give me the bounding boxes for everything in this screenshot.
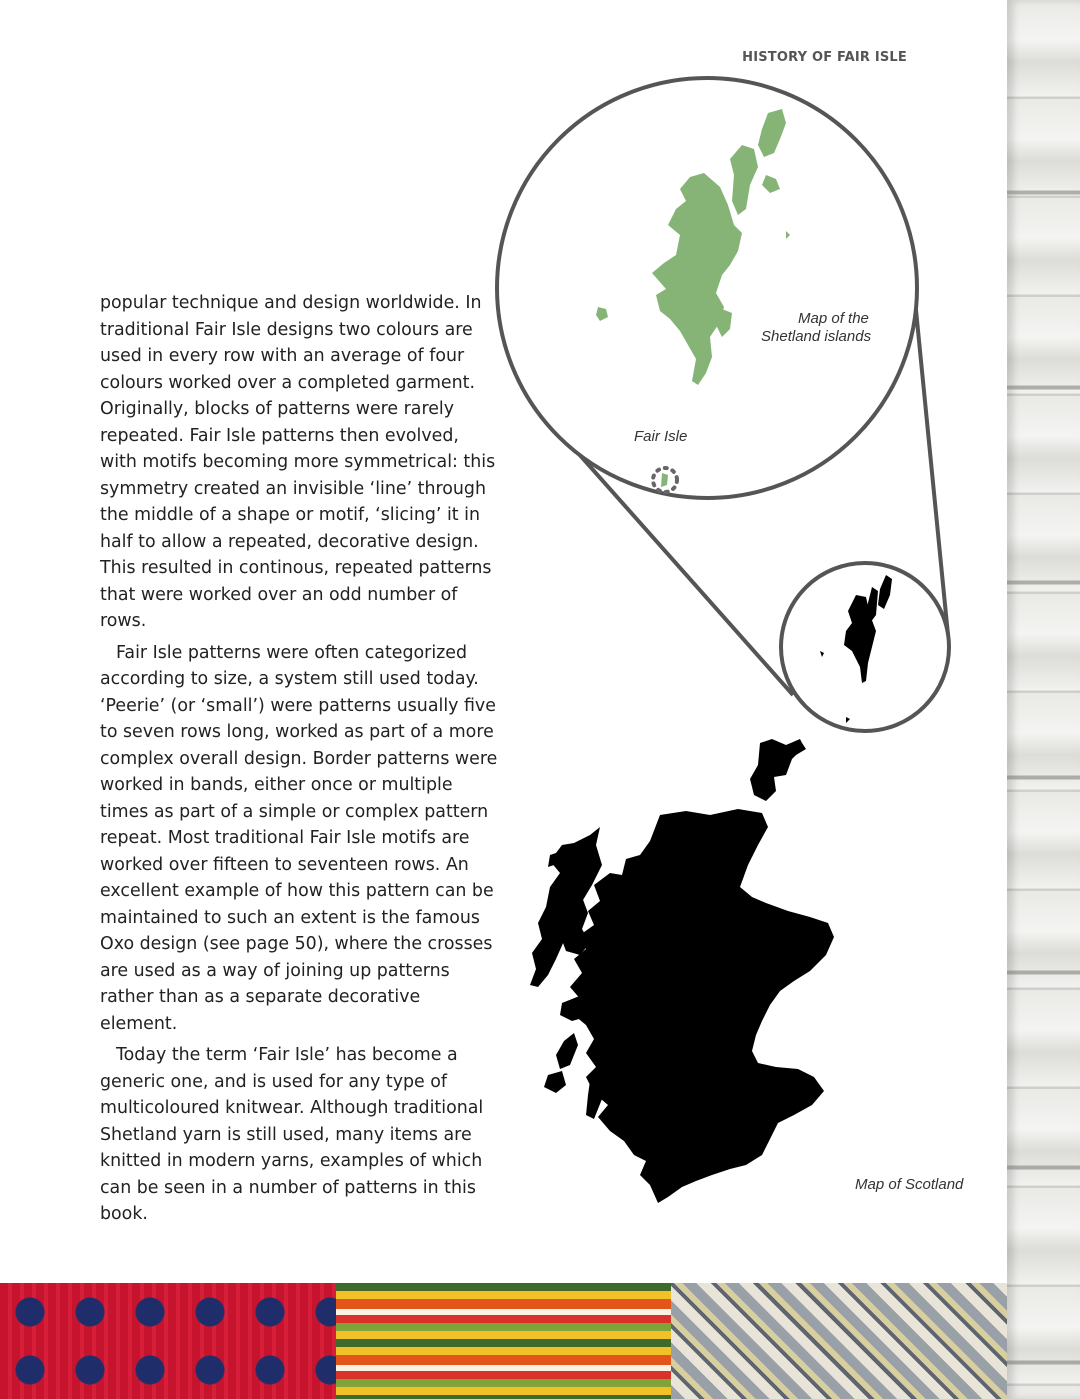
scotland-map-shape	[530, 739, 834, 1203]
multicolour-knit-swatch	[336, 1283, 672, 1399]
paragraph: popular technique and design worldwide. In traditional Fair Isle designs two colours are used in every row with an average of four colours worked over a completed garment. Originally, blocks of patterns were rarely repeated. Fair Isle patterns then evolved, with motifs becoming more symmetrical: this symmetry created an invisible ‘line’ through the middle of a shape or motif, ‘slicing’ it in half to allow a repeated, decorative design. This resulted in continous, repeated patterns that were worked over an odd number of rows.	[100, 293, 496, 631]
body-text	[100, 290, 500, 1233]
paragraph: Today the term ‘Fair Isle’ has become a generic one, and is used for any type of multicoloured knitwear. Although traditional Shetland yarn is still used, many items are knitted in modern yarns, examples of which can be seen in a number of patterns in this book.	[100, 1045, 484, 1224]
shetland-caption-line2: Shetland islands	[761, 328, 872, 345]
knitwear-photo-strip	[0, 1283, 1007, 1399]
fair-isle-caption: Fair Isle	[634, 428, 688, 445]
wood-background	[1007, 0, 1080, 1399]
scotland-caption: Map of Scotland	[855, 1176, 964, 1193]
paragraph: Fair Isle patterns were often categorized according to size, a system still used today. ‘Peerie’ (or ‘small’) were patterns usually five to seven rows long, worked as part of a more complex overall design. Border patterns were worked in bands, either once or multiple times as part of a simple or complex pattern repeat. Most traditional Fair Isle motifs are worked over fifteen to seventeen rows. An excellent example of how this pattern can be maintained to such an extent is the famous Oxo design (see page 50), where the crosses are used as a way of joining up patterns rather than as a separate decorative element.	[100, 642, 498, 1034]
running-header: HISTORY OF FAIR ISLE	[742, 50, 907, 65]
shetland-caption-line1: Map of the	[798, 310, 869, 327]
map-figure	[490, 75, 970, 1215]
grey-knit-swatch	[671, 1283, 1007, 1399]
red-navy-knit-swatch	[0, 1283, 336, 1399]
